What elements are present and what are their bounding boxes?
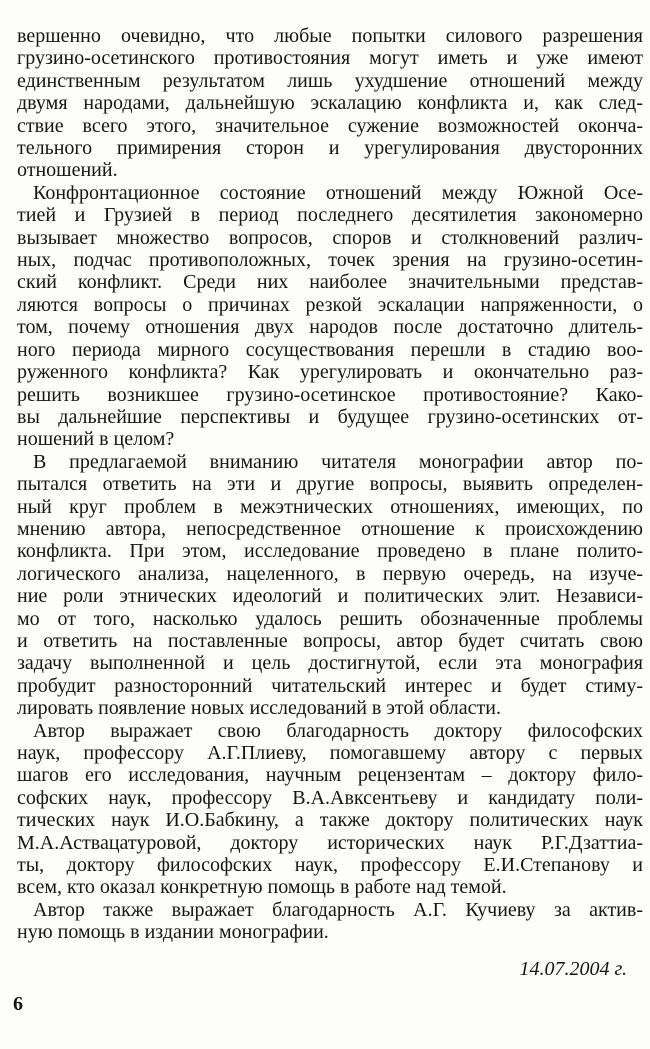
text-line: вызывает множество вопросов, споров и столкновений различ-	[17, 226, 643, 249]
text-line: ного периода мирного сосуществования перешли в стадию воо-	[17, 338, 643, 361]
paragraph	[17, 451, 643, 720]
text-line: наук, профессору А.Г.Плиеву, помогавшему автору с первых	[17, 742, 643, 764]
text-line: вершенно очевидно, что любые попытки силового разрешения	[17, 25, 643, 47]
paragraph	[17, 899, 643, 944]
text-line: логического анализа, нацеленного, в первую очередь, на изуче-	[17, 562, 643, 585]
text-line: пробудит разносторонний читательский интерес и будет стиму-	[17, 674, 643, 697]
text-line: ствие всего этого, значительное сужение возможностей оконча-	[17, 114, 643, 137]
date-line: 14.07.2004 г.	[519, 958, 627, 980]
text-line: вы дальнейшие перспективы и будущее грузино-осетинских от-	[17, 405, 643, 428]
text-line: Конфронтационное состояние отношений между Южной Осе-	[33, 181, 643, 204]
text-line: ты, доктору философских наук, профессору Е.И.Степанову и	[17, 854, 643, 877]
text-line: пытался ответить на эти и другие вопросы, выявить определен-	[17, 473, 643, 496]
text-line: двумя народами, дальнейшую эскалацию конфликта и, как след-	[17, 92, 643, 115]
text-line: грузино-осетинского противостояния могут иметь и уже имеют	[17, 47, 643, 70]
text-line: руженного конфликта? Как урегулировать и окончательно раз-	[17, 361, 643, 384]
text-line: шагов его исследования, научным рецензентам – доктору фило-	[17, 764, 643, 787]
text-line: В предлагаемой вниманию читателя монографии автор по-	[33, 450, 643, 473]
text-line: ный круг проблем в межэтнических отношениях, имеющих, по	[17, 495, 643, 518]
text-line: ношений в целом?	[17, 428, 175, 451]
text-line: тельного примирения сторон и урегулирования двусторонних	[17, 137, 643, 160]
text-line: ский конфликт. Среди них наиболее значительными представ-	[17, 271, 643, 294]
text-line: мнению автора, непосредственное отношение к происхождению	[17, 517, 643, 540]
text-line: тией и Грузией в период последнего десятилетия закономерно	[17, 204, 643, 227]
paragraph	[17, 182, 643, 451]
text-line: ляются вопросы о причинах резкой эскалации напряженности, о	[17, 293, 643, 316]
text-line: софских наук, профессору В.А.Авксентьеву и кандидату поли-	[17, 786, 643, 809]
text-line: ную помощь в издании монографии.	[17, 921, 329, 944]
text-column	[17, 25, 643, 944]
text-line: мо от того, насколько удалось решить обозначенные проблемы	[17, 607, 643, 630]
text-line: ных, подчас противоположных, точек зрения на грузино-осетин-	[17, 249, 643, 272]
text-line: ние роли этнических идеологий и политических элит. Независи-	[17, 585, 643, 608]
page-number: 6	[13, 993, 23, 1015]
text-line: тических наук И.О.Бабкину, а также доктору политических наук	[17, 809, 643, 832]
text-line: Автор также выражает благодарность А.Г. Кучиеву за актив-	[33, 898, 643, 921]
text-line: всем, кто оказал конкретную помощь в работе над темой.	[17, 876, 507, 899]
text-line: отношений.	[17, 159, 118, 182]
text-line: и ответить на поставленные вопросы, автор будет считать свою	[17, 629, 643, 652]
text-line: решить возникшее грузино-осетинское противостояние? Како-	[17, 383, 643, 406]
text-line: М.А.Аствацатуровой, доктору исторических наук Р.Г.Дзаттиа-	[17, 831, 643, 854]
text-line: задачу выполненной и цель достигнутой, если эта монография	[17, 652, 643, 675]
paragraph	[17, 720, 643, 899]
text-line: лировать появление новых исследований в этой области.	[17, 697, 501, 720]
text-line: конфликта. При этом, исследование проведено в плане полито-	[17, 540, 643, 563]
paragraph	[17, 25, 643, 182]
text-line: том, почему отношения двух народов после достаточно длитель-	[17, 316, 643, 339]
text-line: Автор выражает свою благодарность доктору философских	[33, 719, 643, 742]
text-line: единственным результатом лишь ухудшение отношений между	[17, 69, 643, 92]
